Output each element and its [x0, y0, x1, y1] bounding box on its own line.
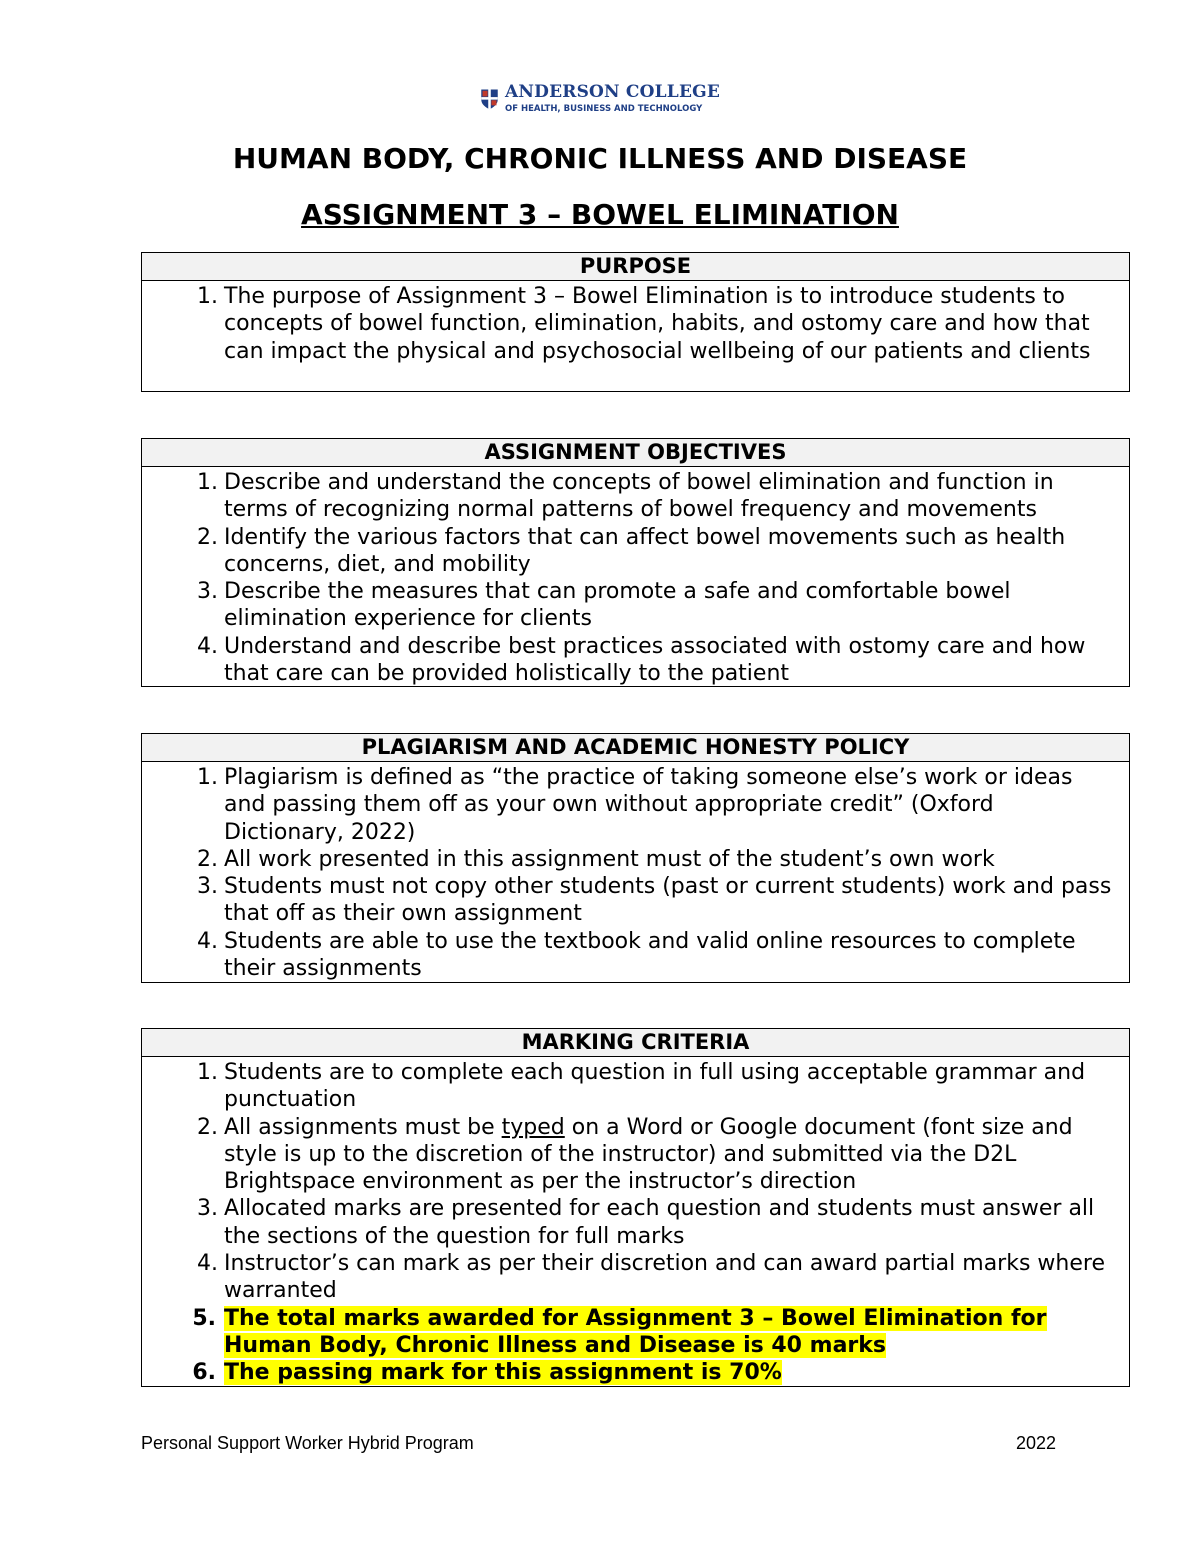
objectives-list [142, 467, 1129, 687]
item-number: 6. [192, 1360, 216, 1386]
footer-program: Personal Support Worker Hybrid Program [141, 1433, 474, 1453]
item-number: 3. [197, 579, 218, 605]
item-text: The total marks awarded for Assignment 3 – Bowel Elimination for Human Body, Chronic Illness and Disease is 40 marks [224, 1305, 1047, 1358]
item-text: Plagiarism is defined as “the practice of taking someone else’s work or ideas and passing them off as your own without appropriate credit” (Oxford Dictionary, 2022) [224, 765, 1073, 845]
purpose-list [142, 281, 1129, 365]
item-number: 1. [197, 284, 218, 309]
plagiarism-heading: PLAGIARISM AND ACADEMIC HONESTY POLICY [142, 734, 1129, 762]
item-text [224, 1115, 1073, 1195]
item-number: 2. [197, 1114, 218, 1140]
item-text: Instructor’s can mark as per their discretion and can award partial marks where warranted [224, 1251, 1105, 1304]
marking-criteria-heading: MARKING CRITERIA [142, 1029, 1129, 1057]
item-text: Students are to complete each question in full using acceptable grammar and punctuation [224, 1060, 1086, 1113]
purpose-heading: PURPOSE [142, 253, 1129, 281]
item-text: The passing mark for this assignment is 70% [224, 1360, 782, 1386]
objectives-section [141, 438, 1130, 687]
course-title: HUMAN BODY, CHRONIC ILLNESS AND DISEASE [232, 142, 968, 175]
item-number: 3. [197, 874, 218, 900]
highlighted-list-item [142, 1305, 1129, 1360]
item-number: 1. [197, 470, 218, 495]
list-item [142, 764, 1129, 846]
list-item [142, 928, 1129, 983]
list-item [142, 873, 1129, 928]
item-text: Students must not copy other students (past or current students) work and pass that off as their own assignment [224, 874, 1112, 927]
plagiarism-section [141, 733, 1130, 983]
item-number: 4. [197, 928, 218, 954]
footer-year: 2022 [1016, 1433, 1057, 1453]
item-text-part: All assignments must be [224, 1114, 502, 1140]
item-text-part: on a Word or Google document (font size and style is up to the discretion of the instructor) and submitted via the D2L Brightspace environment as per the instructor’s direction [224, 1114, 1073, 1195]
item-text: Describe and understand the concepts of bowel elimination and function in terms of recognizing normal patterns of bowel frequency and movements [224, 470, 1054, 523]
item-number: 1. [197, 1060, 218, 1085]
purpose-section [141, 252, 1130, 392]
item-text: Understand and describe best practices associated with ostomy care and how that care can be provided holistically to the patient [224, 633, 1086, 687]
logo-college-subtitle: OF HEALTH, BUSINESS AND TECHNOLOGY [505, 103, 703, 114]
item-number: 1. [197, 765, 218, 790]
list-item [142, 1114, 1129, 1196]
item-text: Students are able to use the textbook and valid online resources to complete their assignments [224, 928, 1076, 982]
plagiarism-list [142, 762, 1129, 982]
objectives-heading: ASSIGNMENT OBJECTIVES [142, 439, 1129, 467]
list-item [142, 1195, 1129, 1250]
item-text: Identify the various factors that can affect bowel movements such as health concerns, diet, and mobility [224, 524, 1066, 577]
logo-college-name: ANDERSON COLLEGE [505, 81, 720, 102]
college-logo [480, 80, 720, 117]
item-number: 5. [192, 1305, 216, 1331]
list-item [142, 578, 1129, 633]
marking-criteria-section [141, 1028, 1130, 1387]
list-item [142, 846, 1129, 873]
item-number: 4. [197, 1251, 218, 1277]
item-number: 2. [197, 524, 218, 550]
item-text: All work presented in this assignment must of the student’s own work [224, 846, 995, 872]
list-item [142, 633, 1129, 688]
item-number: 3. [197, 1196, 218, 1222]
list-item [142, 283, 1129, 365]
item-text: Describe the measures that can promote a safe and comfortable bowel elimination experience for clients [224, 579, 1011, 632]
list-item [142, 1059, 1129, 1114]
list-item [142, 524, 1129, 579]
list-item [142, 1250, 1129, 1305]
item-text: Allocated marks are presented for each question and students must answer all the sections of the question for full marks [224, 1196, 1095, 1249]
marking-criteria-list [142, 1057, 1129, 1387]
shield-logo-icon [480, 82, 499, 116]
highlighted-list-item [142, 1359, 1129, 1386]
underlined-word: typed [501, 1114, 565, 1140]
item-number: 2. [197, 846, 218, 872]
list-item [142, 469, 1129, 524]
item-number: 4. [197, 633, 218, 659]
item-text: The purpose of Assignment 3 – Bowel Elimination is to introduce students to concepts of bowel function, elimination, habits, and ostomy care and how that can impact the physical and psychosocial wellbeing of our patients and clients [224, 284, 1091, 364]
assignment-title: ASSIGNMENT 3 – BOWEL ELIMINATION [301, 198, 899, 231]
